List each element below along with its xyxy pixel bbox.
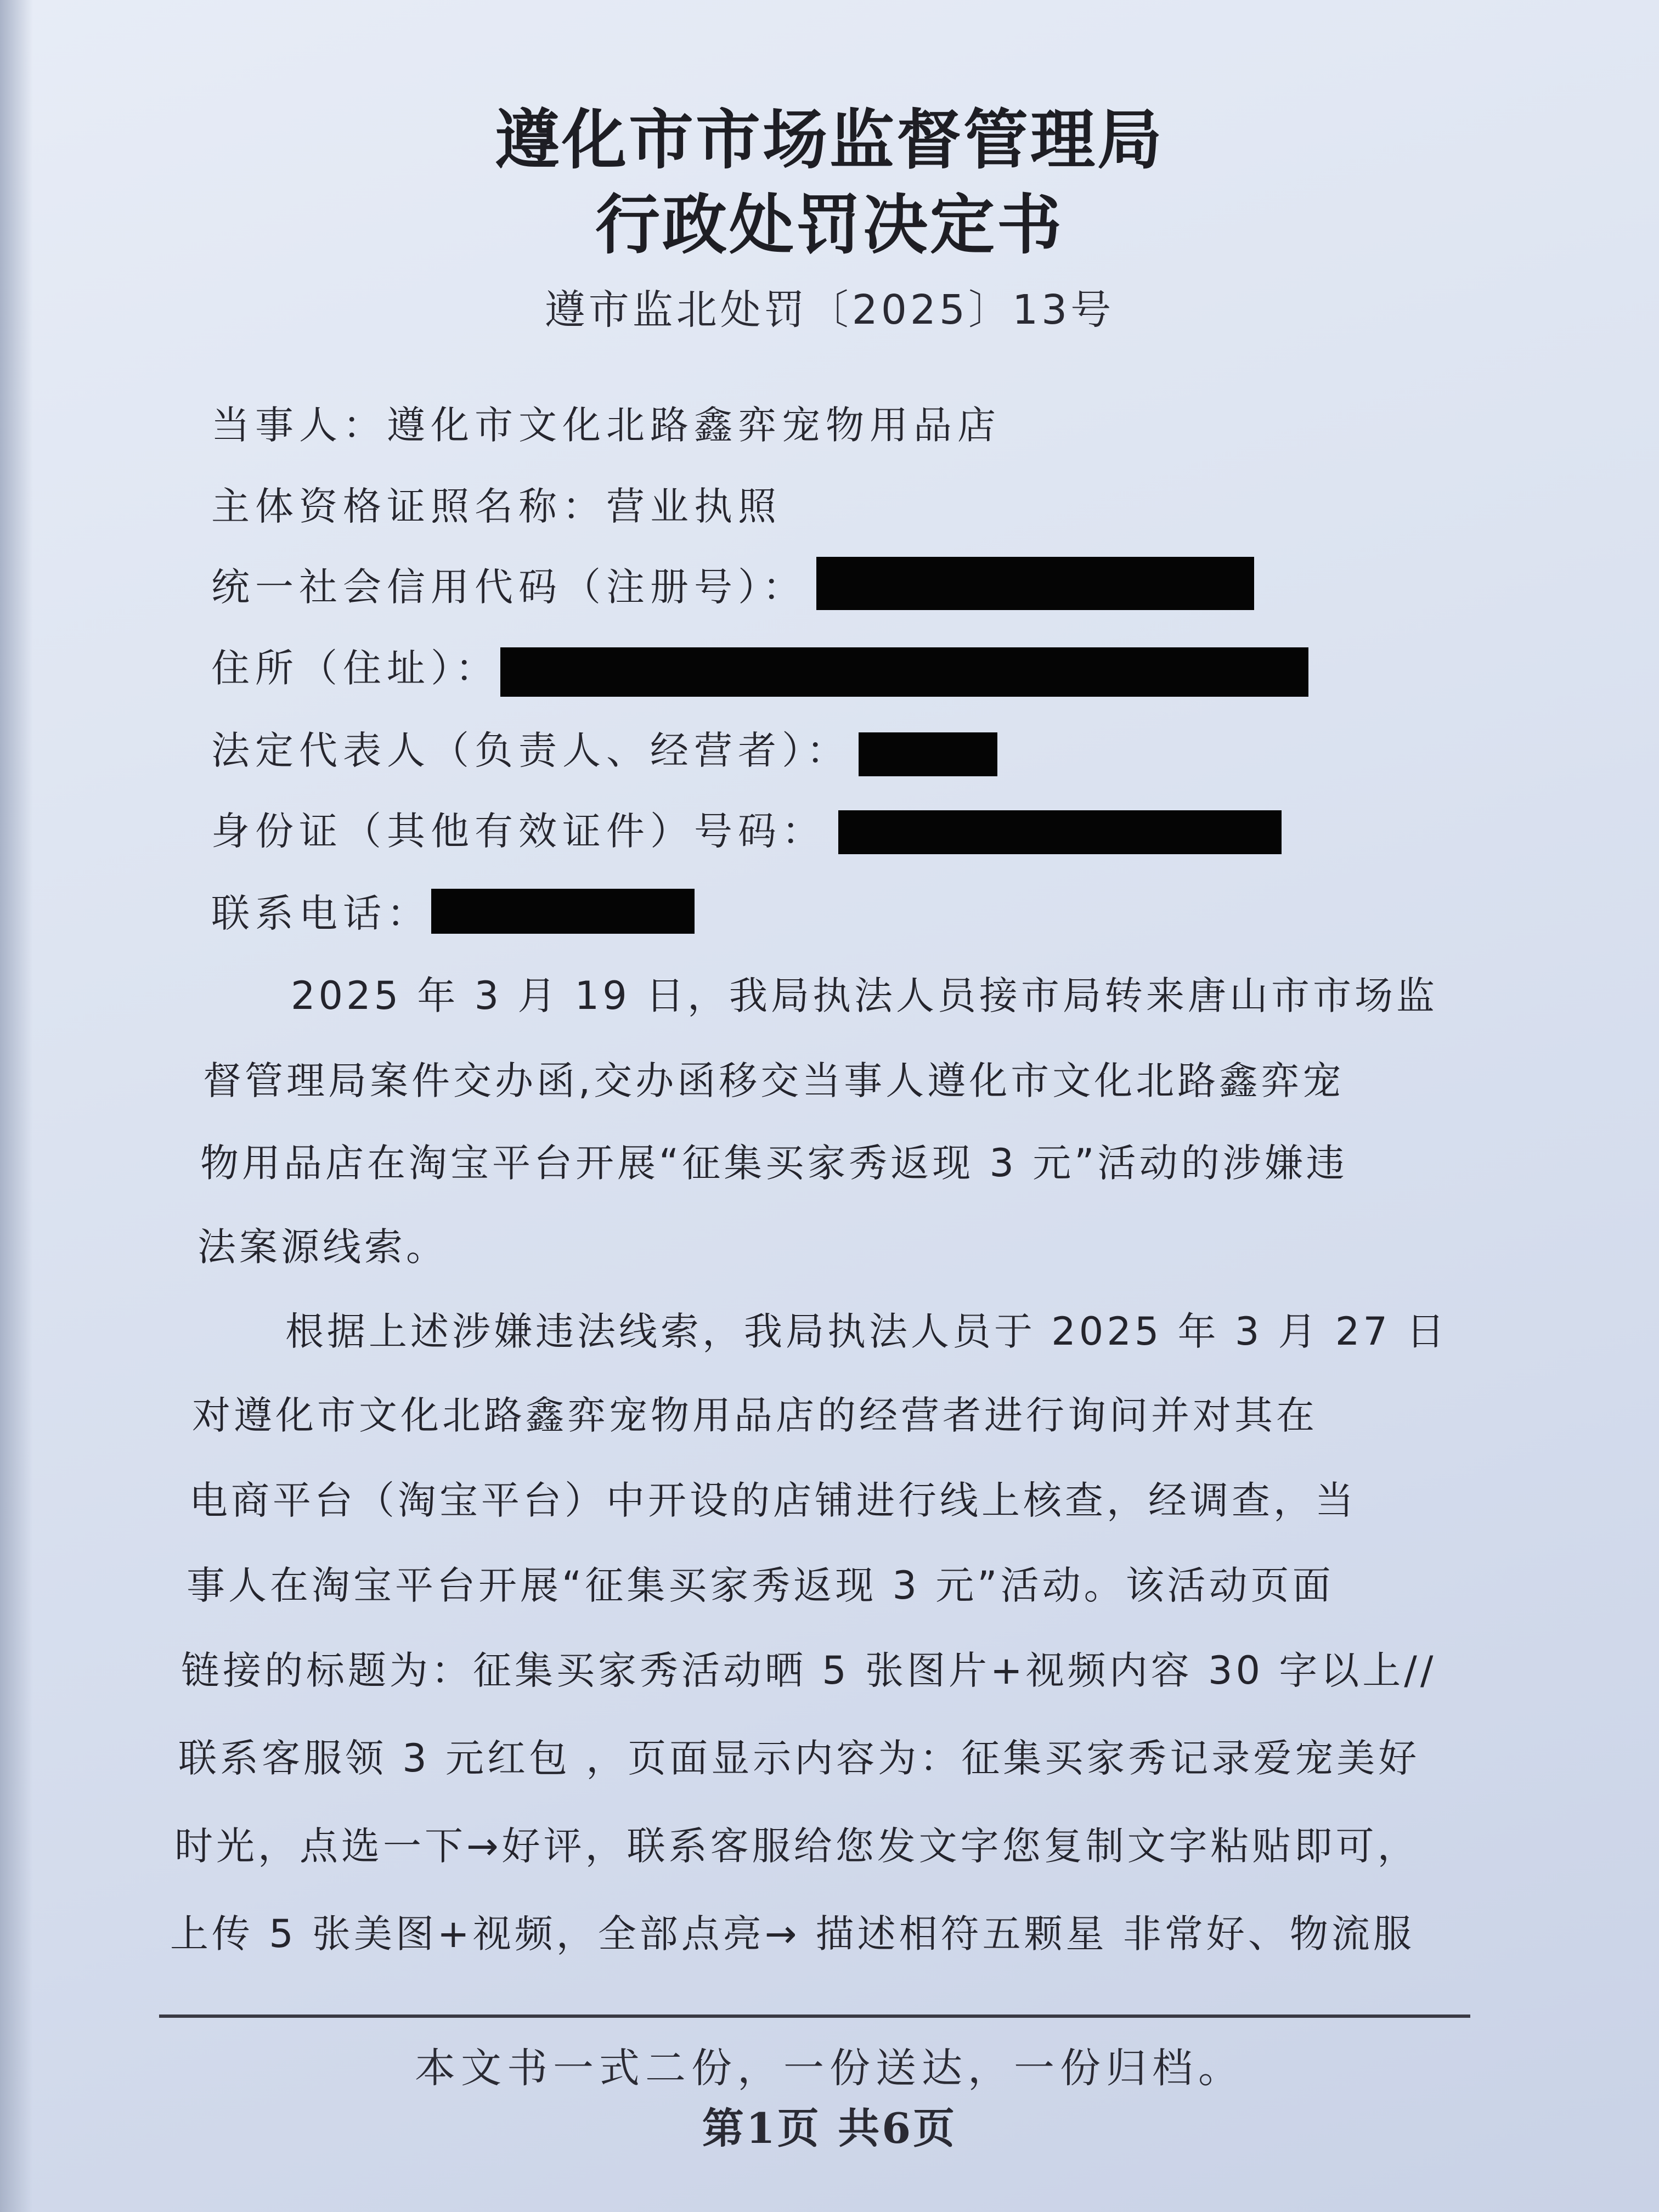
paragraph2-line: 电商平台（淘宝平台）中开设的店铺进行线上核查，经调查，当: [189, 1478, 1357, 1523]
paragraph2-line: 联系客服领 3 元红包 ，页面显示内容为：征集买家秀记录爱宠美好: [178, 1736, 1420, 1781]
credit-code-redaction: [816, 557, 1254, 610]
agency-title: 遵化市市场监督管理局: [494, 101, 1164, 178]
field-value: 遵化市文化北路鑫弈宠物用品店: [387, 403, 1001, 448]
license-type-field: [211, 479, 782, 534]
document-type-title: 行政处罚决定书: [595, 187, 1064, 263]
legal-representative-redaction: [859, 732, 997, 776]
paragraph2-line: 对遵化市文化北路鑫弈宠物用品店的经营者进行询问并对其在: [192, 1393, 1318, 1438]
field-label: 联系电话：: [211, 891, 431, 936]
field-label: 主体资格证照名称：: [211, 484, 606, 529]
document-number: 遵市监北处罚〔2025〕13号: [544, 286, 1115, 334]
paragraph2-line: 根据上述涉嫌违法线索，我局执法人员于 2025 年 3 月 27 日: [285, 1309, 1448, 1354]
paragraph2-line: 时光，点选一下→好评，联系客服给您发文字您复制文字粘贴即可，: [174, 1824, 1419, 1869]
field-label: 法定代表人（负责人、经营者）：: [211, 728, 850, 773]
phone-redaction: [431, 889, 695, 934]
paragraph1-line: 物用品店在淘宝平台开展“征集买家秀返现 3 元”活动的涉嫌违: [200, 1141, 1348, 1186]
party-name-field: [211, 398, 1001, 453]
paragraph2-line: 事人在淘宝平台开展“征集买家秀返现 3 元”活动。该活动页面: [187, 1563, 1334, 1608]
paragraph1-line: 督管理局案件交办函,交办函移交当事人遵化市文化北路鑫弈宠: [203, 1058, 1345, 1103]
footer-note: 本文书一式二份，一份送达，一份归档。: [415, 2045, 1244, 2092]
address-redaction: [500, 647, 1308, 697]
field-label: 当事人：: [211, 403, 387, 448]
field-value: 营业执照: [606, 484, 782, 529]
paragraph2-line: 链接的标题为：征集买家秀活动晒 5 张图片+视频内容 30 字以上//: [181, 1648, 1437, 1693]
field-label: 住所（住址）：: [211, 646, 499, 691]
paragraph1-line: 2025 年 3 月 19 日，我局执法人员接市局转来唐山市市场监: [291, 973, 1438, 1018]
footer-divider: [159, 2015, 1470, 2018]
paragraph2-line: 上传 5 张美图+视频，全部点亮→ 描述相符五颗星 非常好、物流服: [170, 1911, 1415, 1956]
field-label: 统一社会信用代码（注册号）：: [211, 565, 806, 610]
phone-field: [211, 886, 431, 941]
page-number: 第1页 共6页: [702, 2104, 957, 2153]
id-number-redaction: [838, 810, 1282, 854]
paragraph1-line: 法案源线索。: [198, 1224, 448, 1269]
address-field: [211, 641, 499, 696]
field-label: 身份证（其他有效证件）号码：: [211, 809, 826, 854]
credit-code-field: [211, 560, 806, 614]
id-number-field: [211, 804, 826, 859]
legal-representative-field: [211, 723, 850, 778]
